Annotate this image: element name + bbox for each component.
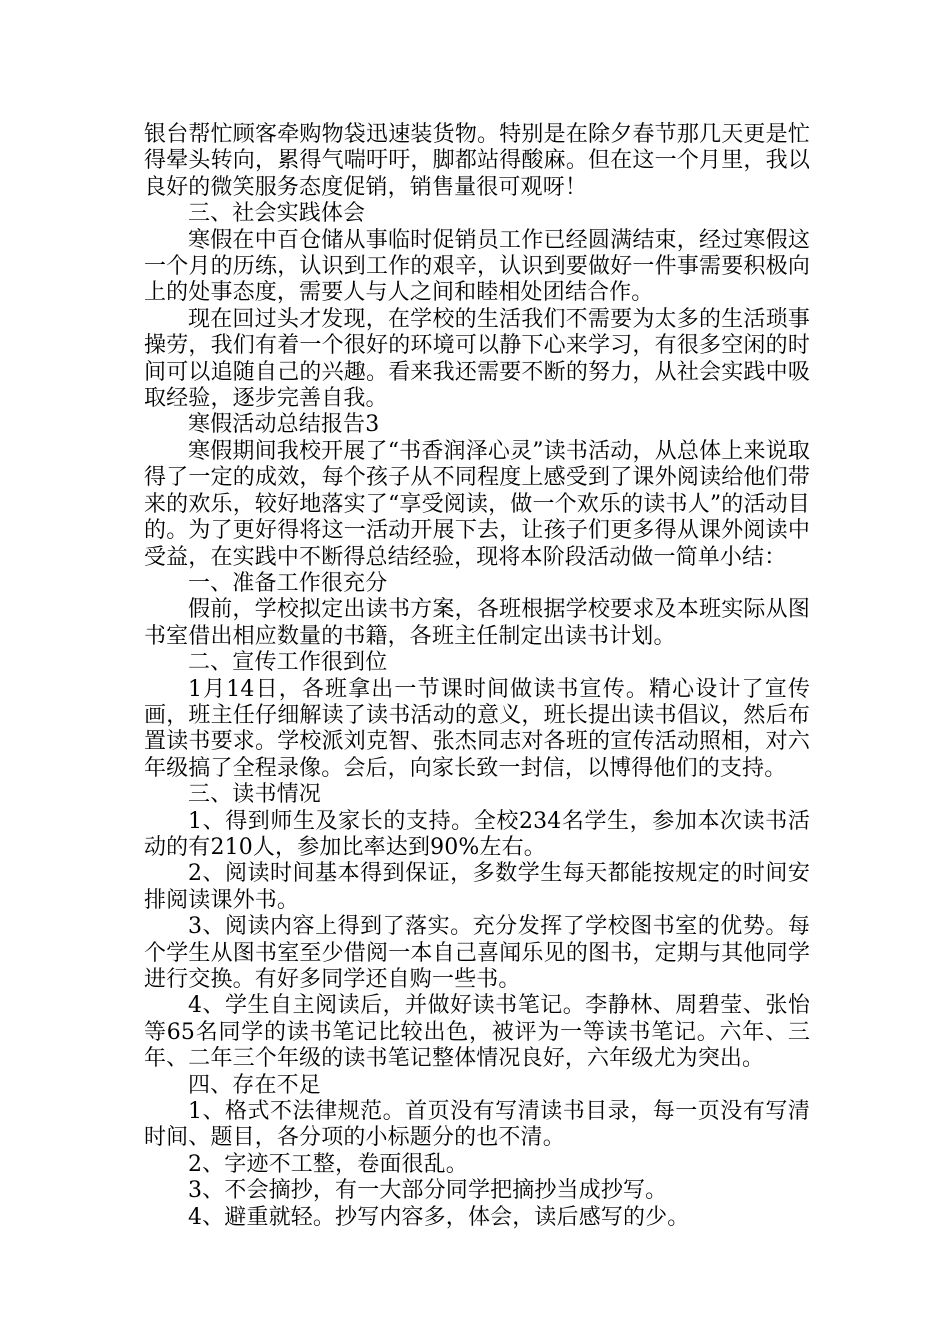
section-heading: 二、宣传工作很到位 (188, 650, 388, 676)
section-heading: 四、存在不足 (188, 1072, 321, 1098)
paragraph: 寒假期间我校开展了“书香润泽心灵”读书活动，从总体上来说取得了一定的成效，每个孩子从不同程度上感受到了课外阅读给他们带来的欢乐，较好地落实了“享受阅读，做一个欢乐的读书人”的活动目的。为了更好得将这一活动开展下去，让孩子们更多得从课外阅读中受益，在实践中不断得总结经验，现将本阶段活动做一简单小结： (144, 438, 810, 570)
list-item: 2、字迹不工整，卷面很乱。 (188, 1151, 468, 1177)
list-item: 3、阅读内容上得到了落实。充分发挥了学校图书室的优势。每个学生从图书室至少借阅一本自己喜闻乐见的图书，定期与其他同学进行交换。有好多同学还自购一些书。 (144, 914, 810, 992)
paragraph: 1月14日，各班拿出一节课时间做读书宣传。精心设计了宣传画，班主任仔细解读了读书活动的意义，班长提出读书倡议，然后布置读书要求。学校派刘克智、张杰同志对各班的宣传活动照相，对六年级搞了全程录像。会后，向家长致一封信，以博得他们的支持。 (144, 676, 810, 781)
section-heading: 三、读书情况 (188, 782, 321, 808)
paragraph: 现在回过头才发现，在学校的生活我们不需要为太多的生活琐事操劳，我们有着一个很好的环境可以静下心来学习，有很多空闲的时间可以追随自己的兴趣。看来我还需要不断的努力，从社会实践中吸取经验，逐步完善自我。 (144, 306, 810, 412)
list-item: 4、避重就轻。抄写内容多，体会，读后感写的少。 (188, 1204, 690, 1230)
list-item: 2、阅读时间基本得到保证，多数学生每天都能按规定的时间安排阅读课外书。 (144, 861, 810, 913)
paragraph: 银台帮忙顾客牵购物袋迅速装货物。特别是在除夕春节那几天更是忙得晕头转向，累得气喘吁吁，脚都站得酸麻。但在这一个月里，我以良好的微笑服务态度促销，销售量很可观呀！ (144, 122, 810, 200)
section-heading: 一、准备工作很充分 (188, 570, 388, 596)
paragraph: 假前，学校拟定出读书方案，各班根据学校要求及本班实际从图书室借出相应数量的书籍，各班主任制定出读书计划。 (144, 597, 810, 649)
list-item: 4、学生自主阅读后，并做好读书笔记。李静林、周碧莹、张怡等65名同学的读书笔记比较出色，被评为一等读书笔记。六年、三年、二年三个年级的读书笔记整体情况良好，六年级尤为突出。 (144, 993, 810, 1072)
report-title: 寒假活动总结报告3 (188, 412, 380, 438)
list-item: 3、不会摘抄，有一大部分同学把摘抄当成抄写。 (188, 1178, 668, 1204)
list-item: 1、格式不法律规范。首页没有写清读书目录，每一页没有写清时间、题目，各分项的小标题分的也不清。 (144, 1099, 810, 1151)
paragraph: 寒假在中百仓储从事临时促销员工作已经圆满结束，经过寒假这一个月的历练，认识到工作的艰辛，认识到要做好一件事需要积极向上的处事态度，需要人与人之间和睦相处团结合作。 (144, 227, 810, 306)
document-body (144, 122, 810, 1231)
section-heading: 三、社会实践体会 (188, 201, 366, 227)
list-item: 1、得到师生及家长的支持。全校234名学生，参加本次读书活动的有210人，参加比率达到90%左右。 (144, 808, 810, 860)
